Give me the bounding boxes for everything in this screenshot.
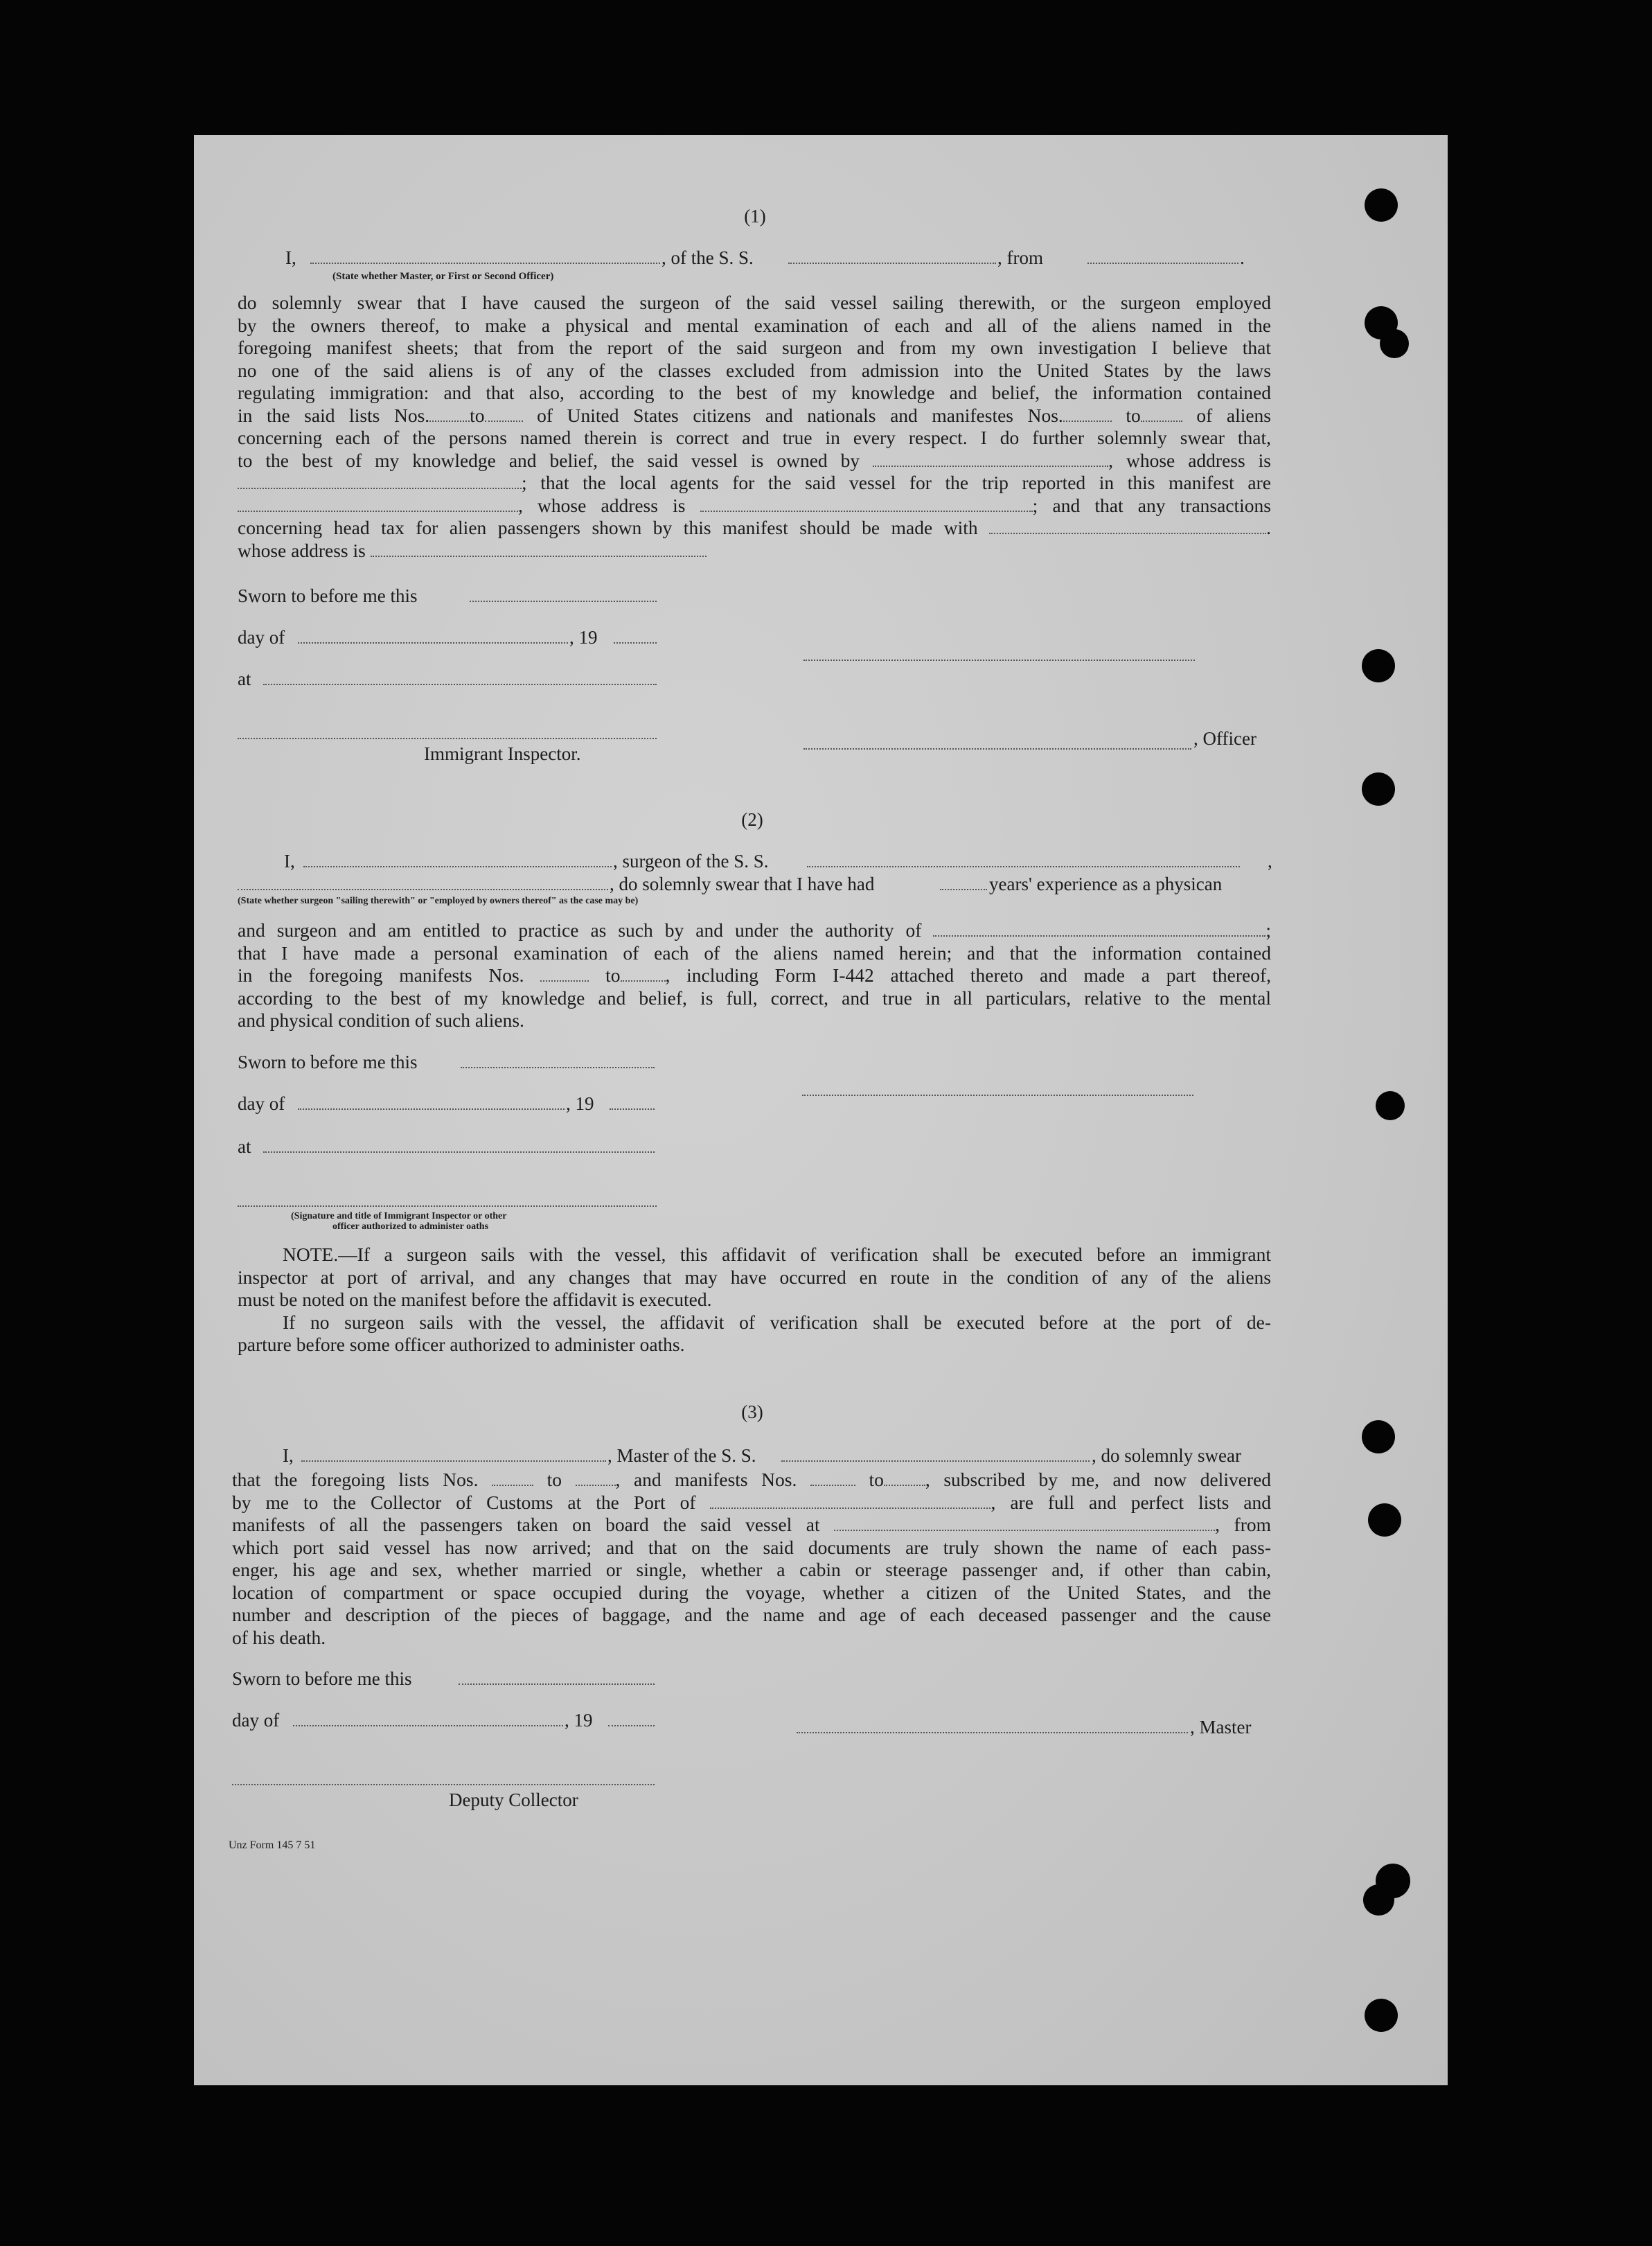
s3-swear-label: , do solemnly swear xyxy=(1092,1445,1241,1466)
s2-line: according to the best of my knowledge and belief, is full, correct, and true in all particulars, relative to the mental xyxy=(238,987,1271,1009)
s1-at-label: at xyxy=(238,669,251,689)
s1-year-field[interactable] xyxy=(614,642,657,644)
s1-address-field[interactable] xyxy=(371,542,707,557)
s3-to-label: to xyxy=(547,1469,562,1490)
section-1-number: (1) xyxy=(744,206,766,227)
s1-to2-label: to xyxy=(1126,404,1141,426)
form-number: Unz Form 145 7 51 xyxy=(229,1839,316,1851)
s3-board-field[interactable] xyxy=(834,1516,1215,1531)
section-2-number: (2) xyxy=(741,809,763,830)
note-line: parture before some officer authorized to administer oaths. xyxy=(238,1334,685,1355)
s1-headtax-label: concerning head tax for alien passengers shown by this manifest should be made with xyxy=(238,517,978,538)
s1-headtax-period: . xyxy=(1266,517,1271,538)
s2-day-field[interactable] xyxy=(298,1108,565,1110)
s1-manifest-from-field[interactable] xyxy=(1063,407,1112,422)
s3-board-label: manifests of all the passengers taken on board the said vessel at xyxy=(232,1514,820,1535)
s3-vessel-field[interactable] xyxy=(781,1460,1090,1462)
note-block xyxy=(238,1244,1271,1356)
s1-manifests-label: of United States citizens and nationals and manifestes Nos. xyxy=(537,404,1063,426)
s1-agents-address-label: , whose address is xyxy=(518,494,686,516)
s3-board-line xyxy=(232,1514,1271,1537)
s3-to2-label: to xyxy=(869,1469,884,1490)
s1-signature-line[interactable] xyxy=(803,660,1195,661)
s1-owner-address-label: , whose address is xyxy=(1108,449,1271,471)
s3-body xyxy=(232,1469,1271,1649)
s1-line: concerning each of the persons named therein is correct and true in every respect. I do further solemnly swear that, xyxy=(238,427,1271,448)
s1-ss-label: , of the S. S. xyxy=(661,247,754,268)
s2-year-label: , 19 xyxy=(566,1093,594,1114)
s2-day-label: day of xyxy=(238,1093,285,1114)
s1-from-field[interactable] xyxy=(1087,263,1238,264)
s3-ss-label: , Master of the S. S. xyxy=(607,1445,756,1466)
s1-inspector-line[interactable] xyxy=(238,738,657,739)
s2-swear-label: , do solemnly swear that I have had xyxy=(610,874,875,894)
s1-address-label: whose address is xyxy=(238,539,366,561)
s1-officer-field[interactable] xyxy=(310,263,660,264)
s3-port-line xyxy=(232,1492,1271,1514)
s3-name-field[interactable] xyxy=(301,1460,606,1462)
s2-i-label: I, xyxy=(284,851,295,872)
form-sheet xyxy=(194,135,1448,2085)
s1-to-label: to xyxy=(470,404,485,426)
s1-owner-line xyxy=(238,450,1271,472)
s1-year-label: , 19 xyxy=(569,627,598,648)
s2-line: and physical condition of such aliens. xyxy=(238,1009,524,1031)
s2-signature-line[interactable] xyxy=(802,1095,1193,1096)
s3-i-label: I, xyxy=(283,1445,294,1466)
s3-manifest-from-field[interactable] xyxy=(810,1471,855,1486)
s1-aliens-label: of aliens xyxy=(1196,404,1272,426)
s1-lists-label: in the said lists Nos. xyxy=(238,404,430,426)
s2-semicolon: ; xyxy=(1265,919,1272,941)
note-line: inspector at port of arrival, and any changes that may have occurred en route in the condition of any of the aliens xyxy=(238,1266,1271,1288)
s1-vessel-field[interactable] xyxy=(788,263,996,264)
note-line: NOTE.—If a surgeon sails with the vessel, this affidavit of verification shall be executed before an immigrant xyxy=(283,1244,1271,1265)
s3-port-field[interactable] xyxy=(710,1494,991,1509)
s3-sworn-field[interactable] xyxy=(459,1683,655,1685)
s3-master-label: , Master xyxy=(1190,1717,1252,1737)
s3-line: of his death. xyxy=(232,1626,326,1648)
s3-day-label: day of xyxy=(232,1710,280,1731)
s2-years-field[interactable] xyxy=(940,889,987,890)
s3-sworn-label: Sworn to before me this xyxy=(232,1668,412,1689)
s2-authority-label: and surgeon and am entitled to practice as such by and under the authority of xyxy=(238,919,922,941)
s1-agents-label: ; that the local agents for the said vessel for the trip reported in this manifest are xyxy=(522,472,1271,493)
note-line: must be noted on the manifest before the affidavit is executed. xyxy=(238,1289,712,1310)
s3-manifests-label: , and manifests Nos. xyxy=(615,1469,797,1490)
s2-vessel-field[interactable] xyxy=(807,866,1240,867)
s1-body xyxy=(238,292,1271,562)
s1-line: regulating immigration: and that also, according to the best of my knowledge and belief, the information contained xyxy=(238,382,1271,403)
s1-officer-caption: (State whether Master, or First or Second Officer) xyxy=(332,271,554,282)
s1-at-field[interactable] xyxy=(263,684,657,685)
s2-manifests-line xyxy=(238,964,1271,987)
s2-line: that I have made a personal examination of each of the aliens named herein; and that the information contained xyxy=(238,941,1271,964)
s3-lists-line xyxy=(232,1469,1271,1492)
s3-manifest-to-field[interactable] xyxy=(884,1471,925,1486)
s1-line: foregoing manifest sheets; that from the report of the said surgeon and from my own investigation I believe that xyxy=(238,337,1271,358)
s3-subscribed-label: , subscribed by me, and now delivered xyxy=(925,1469,1272,1490)
punch-hole xyxy=(1362,649,1395,682)
punch-hole xyxy=(1362,772,1395,806)
s3-line: number and description of the pieces of baggage, and the name and age of each deceased passenger and the cause xyxy=(232,1604,1271,1625)
s3-day-field[interactable] xyxy=(293,1725,563,1726)
s3-master-sign-line[interactable] xyxy=(797,1732,1188,1733)
note-line: If no surgeon sails with the vessel, the affidavit of verification shall be executed before at the port of de- xyxy=(283,1311,1271,1333)
s1-list-to-field[interactable] xyxy=(485,407,523,422)
s3-line: location of compartment or space occupied during the voyage, whether a citizen of the United States, and the xyxy=(232,1581,1271,1603)
s1-lists-line xyxy=(238,405,1271,427)
punch-hole xyxy=(1368,1503,1401,1537)
s2-ss-label: , surgeon of the S. S. xyxy=(613,851,769,872)
punch-hole xyxy=(1362,1420,1395,1453)
s1-owner-field[interactable] xyxy=(873,452,1108,467)
s2-authority-line xyxy=(238,919,1271,942)
s2-form-label: , including Form I-442 attached thereto and made a part thereof, xyxy=(665,964,1272,986)
s1-agents-address-field[interactable] xyxy=(700,497,1033,512)
s1-officer-label: , Officer xyxy=(1193,728,1256,749)
s1-agents-address-line xyxy=(238,495,1271,518)
s3-lists-full-label: , are full and perfect lists and xyxy=(991,1491,1272,1513)
s2-years-label: years' experience as a physican xyxy=(989,874,1223,894)
s2-surgeon-caption: (State whether surgeon "sailing therewith" or "employed by owners thereof" as the case may be) xyxy=(238,896,639,906)
s3-line: which port said vessel has now arrived; and that on the said documents are truly shown the name of each pass- xyxy=(232,1536,1271,1558)
s1-headtax-line xyxy=(238,517,1271,540)
s2-sig-caption-1: (Signature and title of Immigrant Inspector or other xyxy=(291,1211,507,1221)
s2-manifests-label: in the foregoing manifests Nos. xyxy=(238,964,524,986)
punch-hole xyxy=(1363,1884,1394,1916)
s3-lists-label: that the foregoing lists Nos. xyxy=(232,1469,479,1490)
s3-list-from-field[interactable] xyxy=(492,1471,533,1486)
punch-hole xyxy=(1376,1091,1405,1120)
s1-agents-field[interactable] xyxy=(238,497,518,512)
s3-from-label: , from xyxy=(1215,1514,1271,1535)
punch-hole xyxy=(1365,188,1398,222)
s1-i-label: I, xyxy=(285,247,296,268)
s1-owner-address-field[interactable] xyxy=(238,474,522,489)
s2-sig-caption-2: officer authorized to administer oaths xyxy=(332,1221,489,1232)
s3-deputy-label: Deputy Collector xyxy=(449,1789,578,1810)
s1-headtax-field[interactable] xyxy=(989,519,1266,534)
s1-day-label: day of xyxy=(238,627,285,648)
s3-deputy-line[interactable] xyxy=(232,1784,655,1785)
s1-manifest-to-field[interactable] xyxy=(1141,407,1182,422)
s1-agents-line xyxy=(238,472,1271,495)
s2-surgeon-type-field[interactable] xyxy=(238,889,608,890)
s3-port-label: by me to the Collector of Customs at the Port of xyxy=(232,1491,696,1513)
s1-transactions-label: ; and that any transactions xyxy=(1032,494,1272,516)
s1-line: by the owners thereof, to make a physical and mental examination of each and all of the aliens named in the xyxy=(238,314,1271,336)
s2-year-field[interactable] xyxy=(610,1108,655,1110)
s1-inspector-label: Immigrant Inspector. xyxy=(424,743,581,764)
s1-sworn-label: Sworn to before me this xyxy=(238,585,418,606)
s1-period: . xyxy=(1240,247,1245,268)
s2-authority-field[interactable] xyxy=(933,921,1265,937)
s3-list-to-field[interactable] xyxy=(576,1471,616,1486)
s1-from-label: , from xyxy=(997,247,1043,268)
s2-manifest-from-field[interactable] xyxy=(540,966,589,982)
section-3-number: (3) xyxy=(741,1401,763,1422)
s2-body xyxy=(238,919,1271,1032)
s1-line: no one of the said aliens is of any of the classes excluded from admission into the United States by the laws xyxy=(238,359,1271,381)
s2-comma: , xyxy=(1268,851,1272,872)
s2-manifest-to-field[interactable] xyxy=(621,966,666,982)
s1-owner-label: to the best of my knowledge and belief, the said vessel is owned by xyxy=(238,449,860,471)
punch-hole xyxy=(1365,1999,1398,2032)
s1-sworn-field[interactable] xyxy=(470,601,657,602)
s2-sworn-field[interactable] xyxy=(461,1067,655,1068)
s1-day-field[interactable] xyxy=(298,642,568,644)
s2-inspector-line[interactable] xyxy=(238,1205,657,1207)
s2-sworn-label: Sworn to before me this xyxy=(238,1052,418,1072)
s1-list-from-field[interactable] xyxy=(429,407,470,422)
punch-hole xyxy=(1380,329,1409,358)
s2-at-field[interactable] xyxy=(263,1151,655,1153)
s3-year-label: , 19 xyxy=(565,1710,593,1731)
s1-address-line xyxy=(238,540,1271,563)
s2-at-label: at xyxy=(238,1136,251,1157)
s3-year-field[interactable] xyxy=(608,1725,655,1726)
s3-line: enger, his age and sex, whether married or single, whether a cabin or steerage passenger and, if other than cabin, xyxy=(232,1559,1271,1580)
s1-line: do solemnly swear that I have caused the surgeon of the said vessel sailing therewith, or the surgeon employed xyxy=(238,292,1271,313)
s1-officer-sign-line[interactable] xyxy=(803,748,1191,750)
s2-to-label: to xyxy=(605,964,621,986)
s2-surgeon-field[interactable] xyxy=(303,866,612,867)
